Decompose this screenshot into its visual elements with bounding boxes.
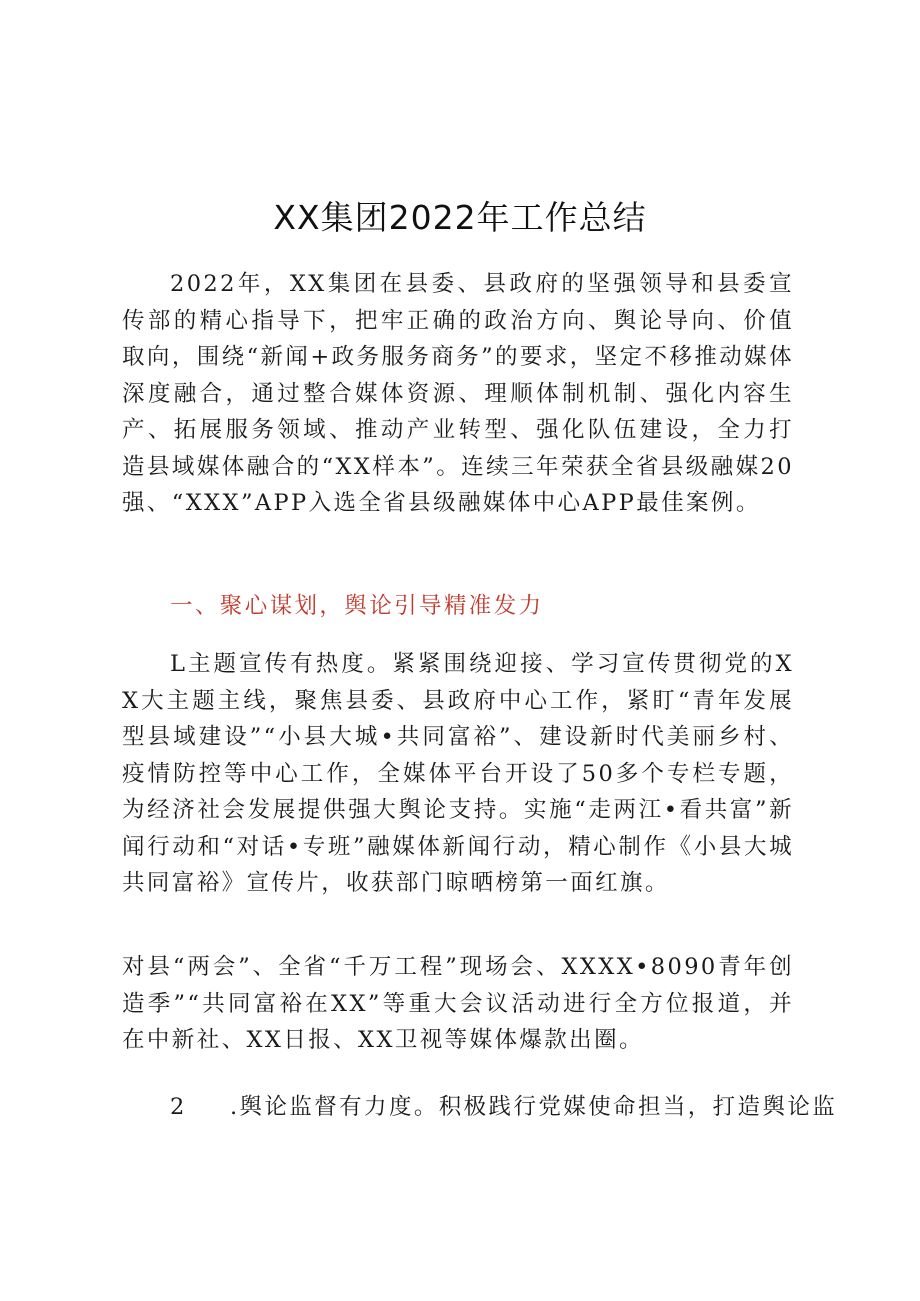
item-1-paragraph: L主题宣传有热度。紧紧围绕迎接、学习宣传贯彻党的XX大主题主线，聚焦县委、县政府中心工作，紧盯“青年发展型县域建设”“小县大城•共同富裕”、建设新时代美丽乡村、疫情防控等中心工作，全媒体平台开设了50多个专栏专题，为经济社会发展提供强大舆论支持。实施“走两江•看共富”新闻行动和“对话•专班”融媒体新闻行动，精心制作《小县大城共同富裕》宣传片，收获部门晾晒榜第一面红旗。 (122, 651, 794, 896)
item-2-text: .舆论监督有力度。积极践行党媒使命担当，打造舆论监 (230, 1094, 838, 1120)
item-2-number: 2 (170, 1094, 187, 1120)
item-1-continuation: 对县“两会”、全省“千万工程”现场会、XXXX•8090青年创造季”“共同富裕在XX”等重大会议活动进行全方位报道，并在中新社、XX日报、XX卫视等媒体爆款出圈。 (122, 954, 794, 1053)
intro-paragraph: 2022年，XX集团在县委、县政府的坚强领导和县委宣传部的精心指导下，把牢正确的政治方向、舆论导向、价值取向，围绕“新闻+政务服务商务”的要求，坚定不移推动媒体深度融合，通过整合媒体资源、理顺体制机制、强化内容生产、拓展服务领域、推动产业转型、强化队伍建设，全力打造县域媒体融合的“XX样本”。连续三年荣获全省县级融媒20强、“XXX”APP入选全省县级融媒体中心APP最佳案例。 (122, 271, 794, 516)
document-title: XX集团2022年工作总结 (273, 198, 647, 237)
item-2-paragraph (170, 1089, 838, 1121)
section-heading-1: 一、聚心谋划，舆论引导精准发力 (170, 593, 544, 619)
